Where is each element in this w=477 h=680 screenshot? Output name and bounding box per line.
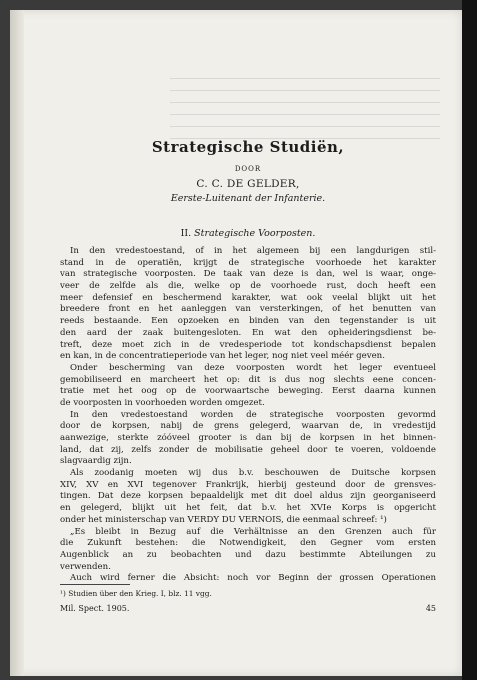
text-line: den aard der zaak buitengesloten. En wat den opheideringsdienst be- — [60, 327, 436, 338]
text-line: land, dat zij, zelfs zonder de mobilisatie geheel door te voeren, voldoende — [60, 444, 436, 455]
text-line: „Es bleibt in Bezug auf die Verhältnisse an den Grenzen auch für — [70, 526, 436, 537]
journal-reference: Mil. Spect. 1905. — [60, 604, 130, 613]
text-line: gemobiliseerd en marcheert het op: dit is dus nog slechts eene concen- — [60, 374, 436, 385]
text-line: Als zoodanig moeten wij dus b.v. beschouwen de Duitsche korpsen — [70, 468, 436, 479]
text-line: In den vredestoestand, of in het algemeen bij een langdurigen stil- — [70, 246, 436, 256]
section-heading — [60, 228, 436, 239]
section-number: II. — [180, 228, 192, 239]
section-title: Strategische Voorposten. — [194, 228, 316, 239]
text-line: Onder bescherming van deze voorposten wordt het leger eventueel — [70, 362, 436, 373]
footnote: ¹) Studien über den Krieg. I, blz. 11 vgg. — [60, 589, 212, 598]
text-line: reeds bestaande. Een opzoeken en binden van den tegenstander is uit — [60, 316, 436, 327]
scanner-edge — [462, 0, 477, 680]
text-line: verwenden. — [60, 561, 111, 572]
text-line: de voorposten in voorhoeden worden omgezet. — [60, 397, 265, 408]
text-line: Auch wird ferner die Absicht: noch vor Beginn der grossen Operationen — [70, 573, 436, 584]
footnote-rule — [60, 584, 130, 585]
text-line: Augenblick an zu beobachten und dazu bestimmte Abteilungen zu — [60, 549, 436, 560]
text-line: die Zukunft bestehen: die Notwendigkeit, den Gegner vom ersten — [60, 538, 436, 549]
byline: DOOR — [234, 165, 262, 173]
text-line: XIV, XV en XVI tegenover Frankrijk, hierbij gesteund door de grensves- — [60, 479, 436, 490]
text-line: en kan, in de concentratieperiode van het leger, nog niet veel méér geven. — [60, 351, 385, 362]
text-line: stand in de operatiën, krijgt de strategische voorhoede het karakter — [60, 257, 436, 268]
text-line: aanwezige, sterkte zóóveel grooter is dan bij de korpsen in het binnen- — [60, 433, 436, 443]
binding-edge — [10, 10, 24, 676]
text-line: en gelegerd, blijkt uit het feit, dat b.v. het XVIe Korps is opgericht — [60, 503, 436, 514]
text-line: onder het ministerschap van VERDY DU VERNOIS, die eenmaal schreef: ¹) — [60, 514, 387, 525]
text-line: tingen. Dat deze korpsen bepaaldelijk met dit doel aldus zijn georganiseerd — [60, 491, 436, 502]
author-rank: Eerste-Luitenant der Infanterie. — [170, 193, 326, 204]
text-line: tratie met het oog op de voorwaartsche beweging. Eerst daarna kunnen — [60, 386, 436, 397]
article-title: Strategische Studiën, — [151, 138, 345, 156]
text-line: van strategische voorposten. De taak van deze is dan, wel is waar, onge- — [60, 269, 436, 280]
text-line: door de korpsen, nabij de grens gelegerd, waarvan de, in vredestijd — [60, 421, 436, 432]
text-line: slagvaardig zijn. — [60, 456, 132, 467]
author-name: C. C. DE GELDER, — [196, 178, 300, 190]
text-line: treft, deze moet zich in de vredesperiode tot kondschapsdienst bepalen — [60, 339, 436, 350]
text-line: veer de zelfde als die, welke op de voorhoede rust, doch heeft een — [60, 281, 436, 292]
page-number: 45 — [425, 604, 436, 613]
body-text — [60, 246, 436, 585]
text-line: breedere front en het aanleggen van versterkingen, of het benutten van — [60, 304, 436, 315]
text-line: In den vredestoestand worden de strategische voorposten gevormd — [70, 409, 436, 420]
text-line: meer defensief en beschermend karakter, wat ook veelal blijkt uit het — [60, 292, 436, 303]
